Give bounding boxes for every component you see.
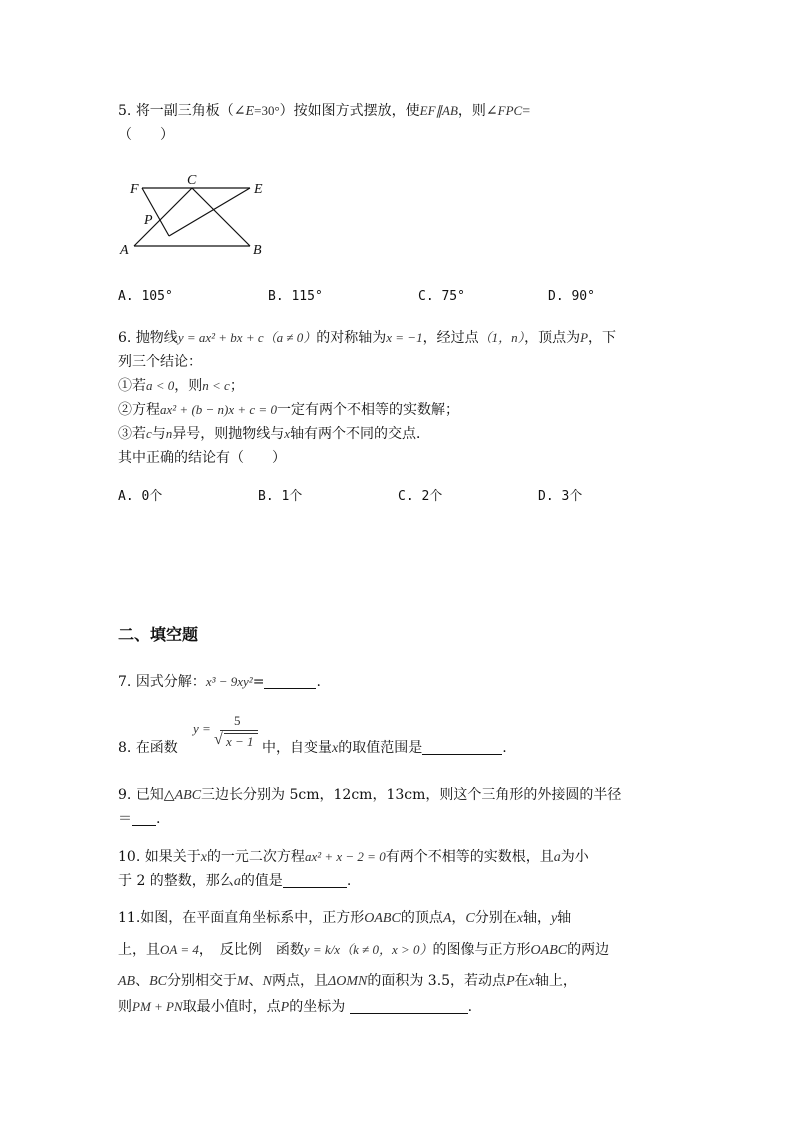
- q6-text-c: ，经过点: [422, 330, 479, 346]
- q11-p: P: [506, 974, 515, 989]
- q10-equation: ax² + x − 2 = 0: [304, 849, 386, 864]
- q11-l3-f: 轴上，: [534, 973, 577, 989]
- label-f: F: [130, 182, 139, 197]
- q6-option-a[interactable]: A. 0个: [118, 489, 163, 504]
- q11-l4-b: 取最小值时，点: [182, 999, 281, 1015]
- q5-answer-paren: （ ）: [118, 127, 174, 143]
- label-a: A: [120, 243, 129, 258]
- q10-line2: [118, 870, 351, 890]
- q11-line1: [118, 907, 571, 927]
- q11-text-e: 轴: [557, 910, 572, 926]
- q11-l2-b: ， 反比例 函数: [198, 942, 304, 958]
- q8-text-a: 在函数: [135, 740, 178, 756]
- q11-text-a: 如图，在平面直角坐标系中，正方形: [140, 910, 365, 926]
- label-e: E: [254, 182, 263, 197]
- q6-option-d[interactable]: D. 3个: [538, 489, 583, 504]
- q9-line2: [118, 808, 160, 828]
- q10-line2-a: 于 2 的整数，那么: [118, 873, 234, 889]
- q11-l2-d: 的两边: [567, 942, 610, 958]
- q11-function: y = k/x（k ≠ 0，x > 0）: [303, 942, 433, 957]
- q11-line4: [118, 996, 472, 1016]
- q7-line: [118, 671, 321, 691]
- q10-x: x: [200, 850, 207, 865]
- q6-c2-b: 一定有两个不相等的实数解；: [276, 402, 459, 418]
- q5-line1: [118, 100, 530, 120]
- q6-c1-a: ①若: [118, 378, 146, 394]
- q10-text-b: 的一元二次方程: [206, 849, 305, 865]
- q6-parabola-eq: y = ax² + bx + c（a ≠ 0）: [177, 330, 317, 345]
- q11-text-b: 的顶点: [400, 910, 443, 926]
- q6-c3-x: x: [284, 426, 291, 441]
- q6-number: 6.: [118, 330, 132, 346]
- q11-line2: [118, 939, 609, 959]
- q9-number: 9.: [118, 787, 132, 803]
- q5-eq: =: [522, 104, 531, 119]
- q11-oabc2: OABC: [530, 943, 568, 958]
- q11-l4-c: 的坐标为: [289, 999, 346, 1015]
- q11-line3: [118, 970, 577, 990]
- q11-m: M: [237, 974, 249, 989]
- q9-text-b: 三边长分别为 5cm，12cm，13cm，则这个三角形的外接圆的半径: [201, 787, 622, 803]
- line-fp: [142, 188, 169, 236]
- q11-l3-c: 两点，且: [272, 973, 329, 989]
- q8-sqrt-sign: √: [214, 731, 223, 748]
- q9-line1: [118, 784, 621, 804]
- q5-ef-ab: EF∥AB: [419, 103, 458, 118]
- q6-c1-m2: n < c: [202, 378, 230, 393]
- q10-a2: a: [233, 874, 241, 889]
- label-c: C: [187, 173, 197, 188]
- q7-end: .: [316, 674, 321, 690]
- q10-answer-blank[interactable]: [283, 873, 347, 888]
- q5-option-b[interactable]: B. 115°: [268, 289, 323, 304]
- q6-point: （1，n）: [478, 330, 525, 345]
- q6-c3-d: 异号，则抛物线与: [172, 426, 285, 442]
- q6-conclusion-3: [118, 423, 430, 443]
- q6-c1-m1: a < 0: [146, 378, 175, 393]
- line-pe: [169, 188, 250, 236]
- q5-option-d[interactable]: D. 90°: [548, 289, 595, 304]
- q10-a: a: [553, 850, 561, 865]
- q6-conclusion-1: [118, 375, 244, 395]
- q8-fraction-bar: [220, 730, 258, 731]
- q8-end: .: [502, 740, 507, 756]
- q8-line: [118, 737, 178, 757]
- q6-c3-b: 与: [151, 426, 166, 442]
- q6-text-a: 抛物线: [135, 330, 178, 346]
- q11-y: y: [550, 911, 558, 926]
- q7-answer-blank[interactable]: [264, 674, 316, 689]
- q11-ab: AB: [118, 974, 136, 989]
- q5-angle-e: E: [245, 104, 255, 119]
- q11-bc: BC: [149, 974, 167, 989]
- q6-c2-m: ax² + (b − n)x + c = 0: [160, 402, 277, 417]
- q6-line2: 列三个结论：: [118, 354, 202, 370]
- q6-text-b: 的对称轴为: [316, 330, 387, 346]
- q8-x: x: [332, 741, 339, 756]
- q8-denominator: x − 1: [226, 734, 254, 749]
- q6-c2-a: ②方程: [118, 402, 160, 418]
- q5-fpc: FPC: [497, 103, 523, 118]
- q11-text-c: 分别在: [474, 910, 517, 926]
- q11-end: .: [467, 999, 473, 1015]
- q5-option-a[interactable]: A. 105°: [118, 289, 173, 304]
- q11-text-d: 轴，: [522, 910, 551, 926]
- q9-answer-blank[interactable]: [132, 811, 156, 826]
- q10-line2-b: 的值是: [240, 873, 283, 889]
- q6-c3-a: ③若: [118, 426, 146, 442]
- q9-text-a: 已知△: [135, 787, 175, 803]
- q5-option-c[interactable]: C. 75°: [418, 289, 465, 304]
- q6-option-c[interactable]: C. 2个: [398, 489, 443, 504]
- section-heading: 二、填空题: [118, 625, 199, 644]
- q6-text-e: ，下: [588, 330, 617, 346]
- q9-eq: ＝: [118, 811, 132, 827]
- q6-c3-c: c: [146, 426, 152, 441]
- q11-p2: P: [280, 1000, 290, 1015]
- q6-option-b[interactable]: B. 1个: [258, 489, 303, 504]
- q5-text: 将一副三角板（∠: [135, 103, 246, 119]
- q11-answer-blank[interactable]: [350, 999, 468, 1014]
- q8-text-b: 中，自变量: [262, 740, 332, 756]
- q5-figure: [112, 168, 282, 263]
- q11-comma: ，: [451, 910, 466, 926]
- q8-answer-blank[interactable]: [422, 740, 502, 755]
- q7-eq: =: [252, 674, 265, 690]
- q5-text-b: ）按如图方式摆放，使: [279, 103, 420, 119]
- q5-number: 5.: [118, 103, 132, 119]
- label-b: B: [253, 243, 262, 258]
- q6-text-d: ，顶点为: [524, 330, 581, 346]
- label-p: P: [144, 213, 153, 228]
- q11-l3-a: 分别相交于: [167, 973, 237, 989]
- q7-expression: x³ − 9xy²: [205, 674, 253, 689]
- q11-l3-b: 、: [248, 973, 263, 989]
- q5-eq30: =30°: [254, 103, 280, 118]
- q11-oa: OA = 4: [160, 942, 199, 957]
- q11-a: A: [442, 911, 452, 926]
- q9-end: .: [156, 811, 161, 827]
- q10-number: 10.: [118, 849, 141, 865]
- q5-text-c: ，则∠: [457, 103, 498, 119]
- q11-c: C: [465, 911, 475, 926]
- q11-l2-c: 的图像与正方形: [432, 942, 531, 958]
- q10-line1: [118, 846, 589, 866]
- q10-text-a: 如果关于: [144, 849, 201, 865]
- q11-n: N: [262, 974, 273, 989]
- q6-line1: [118, 327, 616, 347]
- q6-c1-b: ，则: [174, 378, 203, 394]
- q11-l4-a: 则: [118, 999, 132, 1015]
- q11-l3-d: 的面积为 3.5，若动点: [367, 973, 507, 989]
- q11-oabc: OABC: [364, 911, 401, 926]
- q6-c3-e: 轴有两个不同的交点．: [290, 426, 431, 442]
- q6-axis: x = −1: [386, 330, 423, 345]
- q10-text-c: 有两个不相等的实数根，且: [385, 849, 554, 865]
- q11-sep: 、: [135, 973, 150, 989]
- q11-x: x: [516, 911, 523, 926]
- q11-pm-pn: PM + PN: [132, 999, 183, 1014]
- q8-number: 8.: [118, 740, 132, 756]
- q8-text-c: 的取值范围是: [338, 740, 423, 756]
- q11-l3-e: 在: [514, 973, 529, 989]
- q11-x2: x: [528, 974, 535, 989]
- q6-question: 其中正确的结论有（ ）: [118, 450, 286, 466]
- q8-numerator: 5: [234, 713, 241, 728]
- q10-end: .: [346, 873, 352, 889]
- q6-conclusion-2: [118, 399, 459, 419]
- q7-text: 因式分解：: [135, 674, 206, 690]
- q11-l2-a: 上，且: [118, 942, 160, 958]
- line-ac: [134, 188, 192, 246]
- q11-triangle: ΔOMN: [328, 974, 368, 989]
- q7-number: 7.: [118, 674, 132, 690]
- q8-line-rest: [262, 737, 507, 757]
- q6-vertex: P: [580, 330, 589, 345]
- q8-y-eq: y =: [193, 721, 211, 736]
- q10-text-d: 为小: [560, 849, 589, 865]
- q9-abc: ABC: [174, 788, 202, 803]
- q6-c3-n: n: [165, 426, 173, 441]
- q6-c1-c: ；: [229, 378, 244, 394]
- q11-number: 11.: [118, 910, 141, 926]
